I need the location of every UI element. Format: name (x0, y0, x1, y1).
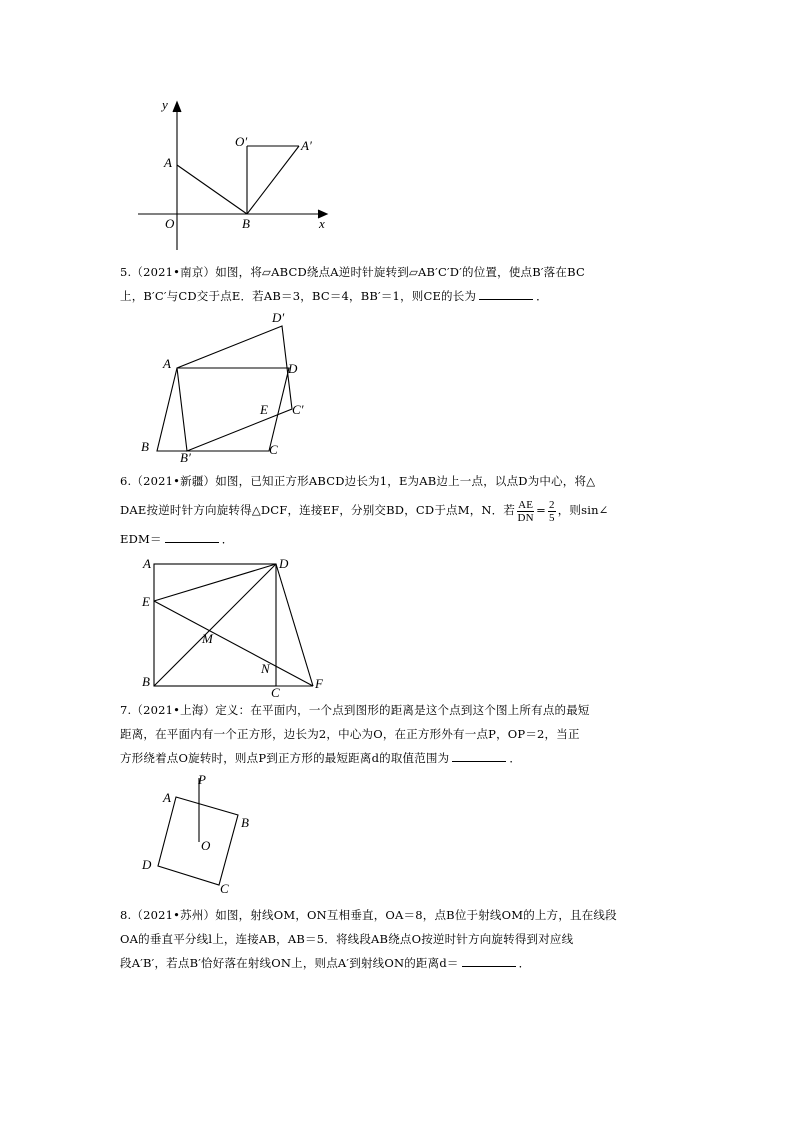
problem-8-line-2 (120, 927, 680, 951)
label-N: N (261, 661, 270, 676)
problem-5 (120, 260, 680, 308)
problem-8-line-3 (120, 951, 680, 975)
label-y: y (162, 97, 168, 112)
label-E: E (260, 402, 268, 417)
label-A: A (163, 790, 171, 805)
square-ABCD (158, 797, 238, 885)
fraction-numerator: 2 (548, 498, 555, 511)
label-A: A (143, 556, 151, 571)
answer-blank[interactable] (479, 287, 533, 300)
figure-rotated-square (135, 770, 275, 900)
label-E: E (142, 594, 150, 609)
period: ． (509, 751, 522, 765)
answer-blank[interactable] (165, 530, 219, 543)
label-F: F (315, 676, 323, 691)
problem-text: 如图，已知正方形ABCD边长为1，E为AB边上一点，以点D为中心，将△ (215, 474, 596, 488)
problem-text: DAE按逆时针方向旋转得△DCF，连接EF，分别交BD，CD于点M，N．若 (120, 503, 516, 517)
label-A-prime: A′ (301, 138, 312, 153)
period: ． (536, 289, 548, 303)
answer-blank[interactable] (452, 749, 506, 762)
label-C: C (269, 442, 278, 457)
problem-6 (120, 469, 680, 551)
label-D: D (142, 857, 152, 872)
label-P: P (198, 772, 206, 787)
figure-coordinate-rotation (130, 95, 330, 255)
problem-6-line-3 (120, 527, 680, 551)
problem-number: 7. (120, 703, 132, 717)
fraction-2-5 (548, 499, 556, 524)
problem-8-line-1 (120, 903, 680, 927)
period: ． (518, 956, 531, 970)
problem-text: EDM＝ (120, 532, 162, 546)
problem-source: （2021•苏州） (131, 908, 216, 922)
problem-text: 段A′B′，若点B′恰好落在射线ON上，则点A′到射线ON的距离d＝ (120, 956, 459, 970)
fraction-denominator: DN (517, 511, 534, 524)
fraction-denominator: 5 (548, 511, 555, 524)
label-O: O (201, 838, 211, 853)
segment-DF (276, 564, 313, 686)
label-A: A (164, 155, 172, 170)
label-D: D (279, 556, 289, 571)
label-B: B (141, 439, 149, 454)
problem-source: （2021•南京） (131, 265, 216, 279)
problem-5-line-2 (120, 284, 680, 308)
parallelogram-ABpCpDp (177, 326, 292, 451)
label-B: B (142, 674, 150, 689)
problem-number: 5. (120, 265, 132, 279)
label-O: O (165, 216, 175, 231)
figure-parallelogram-rotation (135, 310, 335, 465)
period: ． (221, 532, 234, 546)
fraction-numerator: AE (518, 498, 534, 511)
label-C: C (220, 881, 229, 896)
problem-7-line-1 (120, 698, 680, 722)
problem-6-line-2 (120, 493, 680, 527)
problem-source: （2021•上海） (131, 703, 216, 717)
label-A: A (163, 356, 171, 371)
label-C-prime: C′ (292, 402, 304, 417)
label-D-prime: D′ (272, 310, 285, 325)
problem-7-line-2 (120, 722, 680, 746)
equals-sign: = (536, 503, 546, 517)
label-B: B (242, 216, 250, 231)
fraction-AE-DN (517, 499, 534, 524)
label-B-prime: B′ (180, 450, 191, 465)
segment-AB (177, 165, 247, 214)
label-B: B (241, 815, 249, 830)
label-M: M (202, 631, 213, 646)
label-x: x (319, 216, 325, 231)
problem-source: （2021•新疆） (131, 474, 216, 488)
problem-text: 上，B′C′与CD交于点E．若AB＝3，BC＝4，BB′＝1，则CE的长为 (120, 289, 477, 303)
y-axis-arrow (173, 102, 181, 112)
problem-text: 如图，将▱ABCD绕点A逆时针旋转到▱AB′C′D′的位置，使点B′落在BC (215, 265, 585, 279)
problem-text: 距离，在平面内有一个正方形，边长为2，中心为O，在正方形外有一点P，OP＝2，当正 (120, 727, 580, 741)
figure-square-rotation (140, 555, 340, 700)
problem-text: 方形绕着点O旋转时，则点P到正方形的最短距离d的取值范围为 (120, 751, 450, 765)
problem-7-line-3 (120, 746, 680, 770)
problem-number: 8. (120, 908, 132, 922)
problem-6-line-1 (120, 469, 680, 493)
problem-8 (120, 903, 680, 975)
segment-EF (154, 601, 313, 686)
problem-5-line-1 (120, 260, 680, 284)
problem-number: 6. (120, 474, 132, 488)
problem-text: 定义：在平面内，一个点到图形的距离是这个点到这个图上所有点的最短 (215, 703, 590, 717)
parallelogram-ABCD (157, 368, 289, 451)
label-D: D (288, 361, 298, 376)
problem-text: ，则sin∠ (557, 503, 609, 517)
problem-text: 如图，射线OM，ON互相垂直，OA＝8，点B位于射线OM的上方，且在线段 (215, 908, 617, 922)
label-O-prime: O′ (235, 134, 248, 149)
answer-blank[interactable] (462, 954, 516, 967)
problem-7 (120, 698, 680, 770)
segment-BAp (247, 146, 299, 214)
problem-text: OA的垂直平分线l上，连接AB，AB＝5．将线段AB绕点O按逆时针方向旋转得到对应线 (120, 932, 574, 946)
label-C: C (271, 685, 280, 700)
